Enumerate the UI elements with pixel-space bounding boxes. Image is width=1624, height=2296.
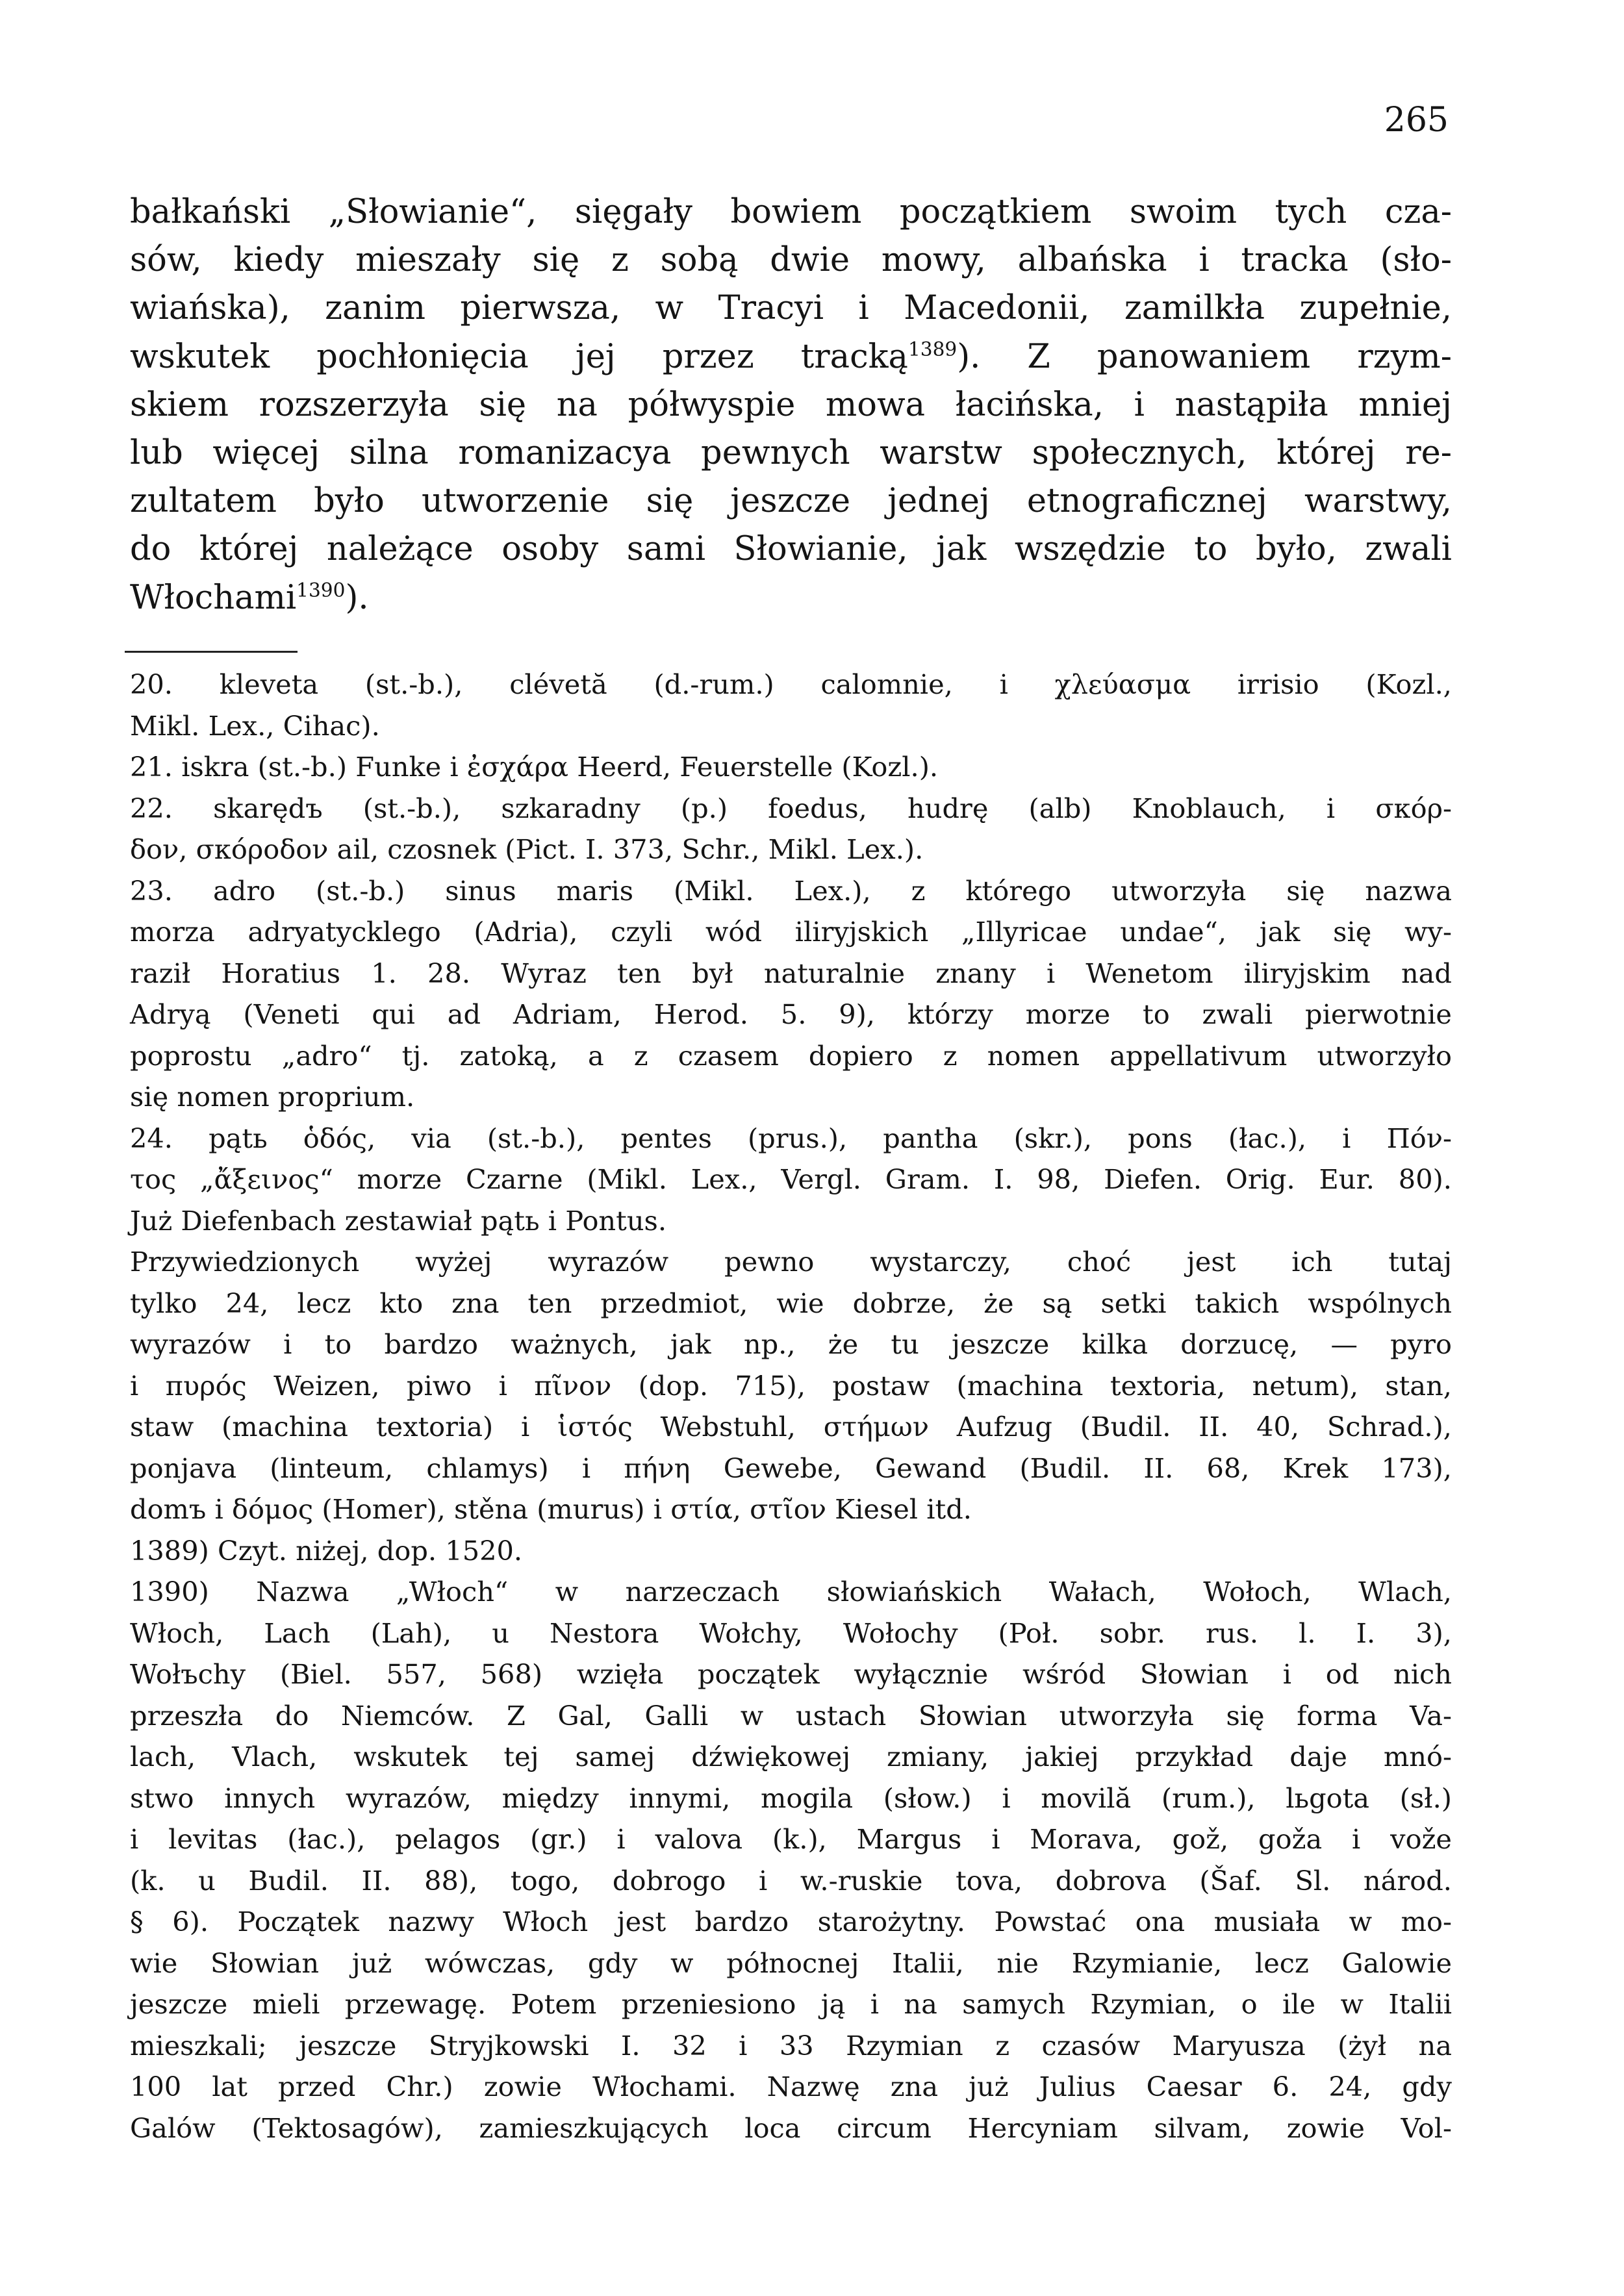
note-line: 100 lat przed Chr.) zowie Włochami. Nazwę zna już Julius Caesar 6. 24, gdy <box>130 2071 1452 2102</box>
note-line: staw (machina textoria) i ἱστός Webstuhl, στήμων Aufzug (Budil. II. 40, Schrad.), <box>130 1411 1452 1443</box>
footnote-divider <box>125 651 298 653</box>
note-line: jeszcze mieli przewagę. Potem przeniesiono ją i na samych Rzymian, o ile w Italii <box>130 1988 1452 2020</box>
note-line: poprostu „adro“ tj. zatoką, a z czasem dopiero z nomen appellativum utworzyło <box>130 1039 1452 1072</box>
main-text <box>130 188 1452 622</box>
main-line: sów, kiedy mieszały się z sobą dwie mowy, albańska i tracka (sło- <box>130 241 1452 280</box>
note-line: 22. skarędъ (st.-b.), szkaradny (p.) foedus, hudrę (alb) Knoblauch, i σκόρ- <box>130 792 1452 824</box>
footnote-ref-1389: 1389 <box>907 338 958 360</box>
note-line: i levitas (łac.), pelagos (gr.) i valova (k.), Margus i Morava, gož, goža i vože <box>130 1823 1452 1855</box>
footnote-ref-1390: 1390 <box>296 579 346 601</box>
note-line: tylko 24, lecz kto zna ten przedmiot, wie dobrze, że są setki takich wspólnych <box>130 1287 1452 1319</box>
main-line <box>130 574 1452 622</box>
footnotes <box>130 664 1452 2149</box>
note-line: 24. pątь ὁδός, via (st.-b.), pentes (prus.), pantha (skr.), pons (łac.), i Πόν- <box>130 1122 1452 1154</box>
note-line: stwo innych wyrazów, między innymi, mogila (słow.) i movilă (rum.), lьgota (sł.) <box>130 1782 1452 1814</box>
main-line: zultatem było utworzenie się jeszcze jednej etnograficznej warstwy, <box>130 482 1452 521</box>
main-line: lub więcej silna romanizacya pewnych warstw społecznych, której re- <box>130 434 1452 473</box>
note-line: 20. kleveta (st.-b.), clévetă (d.-rum.) calomnie, i χλεύασμα irrisio (Kozl., <box>130 668 1452 700</box>
note-line: Włoch, Lach (Lah), u Nestora Wołchy, Wołochy (Poł. sobr. rus. l. I. 3), <box>130 1617 1452 1649</box>
note-line: 23. adro (st.-b.) sinus maris (Mikl. Lex.), z którego utworzyła się nazwa <box>130 874 1452 907</box>
note-line: morza adryatycklego (Adria), czyli wód iliryjskich „Illyricae undae“, jak się wy- <box>130 916 1452 948</box>
note-line: Galów (Tektosagów), zamieszkujących loca circum Hercyniam silvam, zowie Vol- <box>130 2112 1452 2144</box>
note-line: Przywiedzionych wyżej wyrazów pewno wystarczy, choć jest ich tutaj <box>130 1246 1452 1278</box>
note-line: δον, σκόροδον ail, czosnek (Pict. I. 373, Schr., Mikl. Lex.). <box>130 833 924 865</box>
note-line: mieszkali; jeszcze Stryjkowski I. 32 i 33 Rzymian z czasów Maryusza (żył na <box>130 2029 1452 2062</box>
main-line-text: wskutek pochłonięcia jej przez tracką <box>130 337 908 376</box>
main-line-text: ). Z panowaniem rzym- <box>957 337 1452 376</box>
main-line-text: Włochami <box>130 578 297 617</box>
main-line: bałkański „Słowianie“, sięgały bowiem początkiem swoim tych cza- <box>130 193 1452 231</box>
main-line-text: ). <box>345 578 369 617</box>
note-line: wie Słowian już wówczas, gdy w północnej Italii, nie Rzymianie, lecz Galowie <box>130 1947 1452 1979</box>
main-line: wiańska), zanim pierwsza, w Tracyi i Macedonii, zamilkła zupełnie, <box>130 289 1452 328</box>
note-line: i πυρός Weizen, piwo i πῖνον (dop. 715), postaw (machina textoria, netum), stan, <box>130 1369 1452 1402</box>
note-line: Wołъchy (Biel. 557, 568) wzięła początek wyłącznie wśród Słowian i od nich <box>130 1658 1452 1690</box>
main-line <box>130 333 1452 381</box>
note-line: Adryą (Veneti qui ad Adriam, Herod. 5. 9), którzy morze to zwali pierwotnie <box>130 998 1452 1030</box>
note-line: 1390) Nazwa „Włoch“ w narzeczach słowiańskich Wałach, Wołoch, Wlach, <box>130 1576 1452 1608</box>
note-line: się nomen proprium. <box>130 1081 415 1113</box>
note-line: 1389) Czyt. niżej, dop. 1520. <box>130 1534 523 1567</box>
note-line: wyrazów i to bardzo ważnych, jak np., że tu jeszcze kilka dorzucę, — pyro <box>130 1328 1452 1360</box>
note-line: τος „ἄξεινος“ morze Czarne (Mikl. Lex., Vergl. Gram. I. 98, Diefen. Orig. Eur. 80). <box>130 1163 1452 1195</box>
main-line: skiem rozszerzyła się na półwyspie mowa łacińska, i nastąpiła mniej <box>130 385 1452 424</box>
note-line: (k. u Budil. II. 88), togo, dobrogo i w.-ruskie tova, dobrova (Šaf. Sl. národ. <box>130 1864 1452 1897</box>
note-line: przeszła do Niemców. Z Gal, Galli w ustach Słowian utworzyła się forma Va- <box>130 1699 1452 1732</box>
note-line: lach, Vlach, wskutek tej samej dźwiękowej zmiany, jakiej przykład daje mnó- <box>130 1741 1452 1772</box>
note-line: Już Diefenbach zestawiał pątь i Pontus. <box>130 1204 667 1237</box>
main-line: do której należące osoby sami Słowianie, jak wszędzie to było, zwali <box>130 530 1452 569</box>
note-line: ponjava (linteum, chlamys) i πήνη Gewebe, Gewand (Budil. II. 68, Krek 173), <box>130 1452 1452 1484</box>
page-number: 265 <box>1384 101 1449 140</box>
note-line: Mikl. Lex., Cihac). <box>130 709 380 742</box>
note-line: raził Horatius 1. 28. Wyraz ten był naturalnie znany i Wenetom iliryjskim nad <box>130 957 1452 989</box>
note-line: domъ i δόμος (Homer), stěna (murus) i στία, στῖον Kiesel itd. <box>130 1493 972 1525</box>
note-line: § 6). Początek nazwy Włoch jest bardzo starożytny. Powstać ona musiała w mo- <box>130 1906 1452 1937</box>
note-line: 21. iskra (st.-b.) Funke i ἐσχάρα Heerd, Feuerstelle (Kozl.). <box>130 751 939 783</box>
